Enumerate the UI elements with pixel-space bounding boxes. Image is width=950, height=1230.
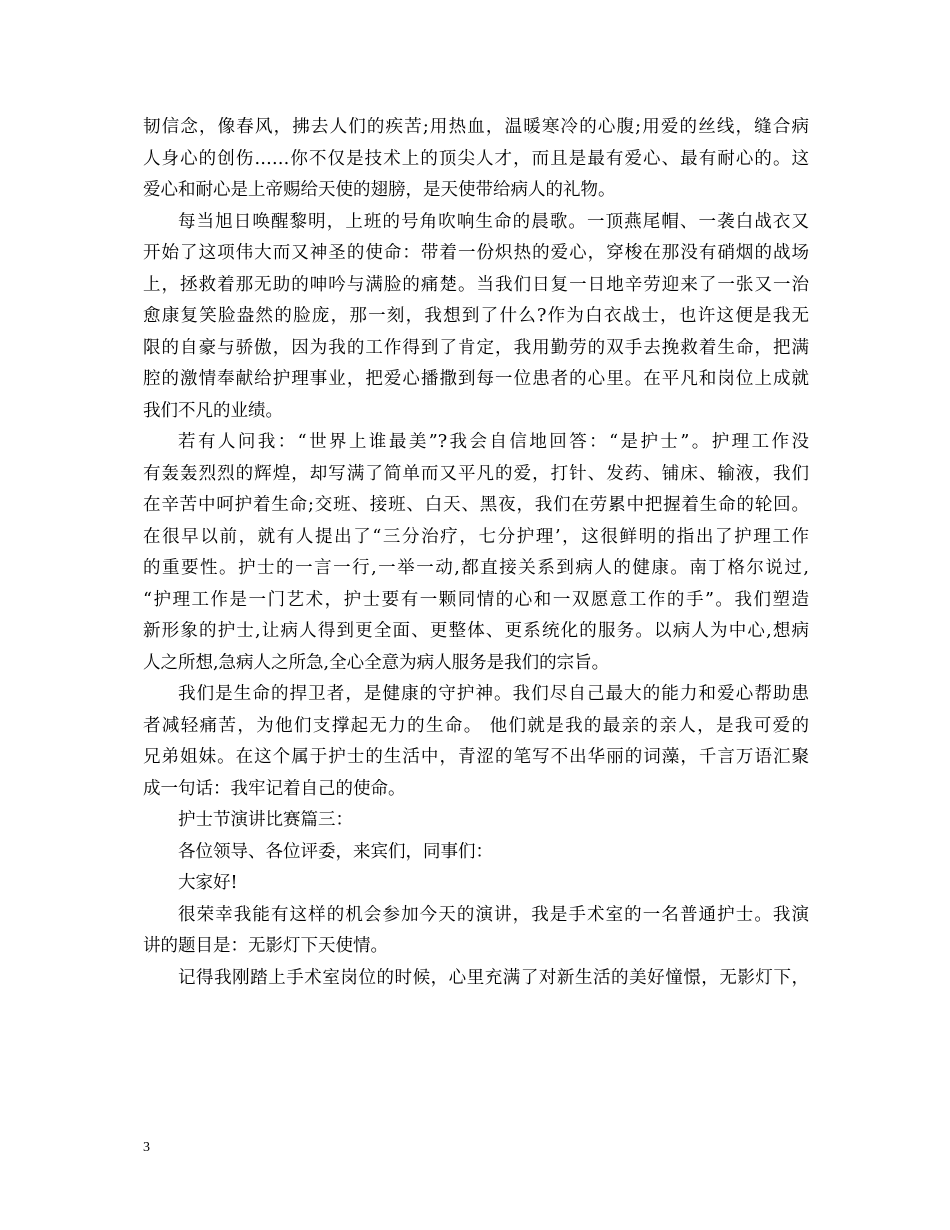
- text-line: 在辛苦中呵护着生命;交班、接班、白天、黑夜，我们在劳累中把握着生命的轮回。: [143, 495, 809, 515]
- text-line: 爱心和耐心是上帝赐给天使的翅膀，是天使带给病人的礼物。: [143, 180, 616, 200]
- text-line: 成一句话：我牢记着自己的使命。: [143, 778, 406, 799]
- text-line: 开始了这项伟大而又神圣的使命：带着一份炽热的爱心，穿梭在那没有硝烟的战场: [143, 243, 809, 263]
- text-line: 上，拯救着那无助的呻吟与满脸的痛楚。当我们日复一日地辛劳迎来了一张又一治: [143, 274, 809, 295]
- paragraph: [143, 207, 809, 428]
- text-line: 各位领导、各位评委，来宾们，同事们：: [178, 841, 493, 862]
- paragraph: [143, 805, 809, 837]
- paragraph: [143, 679, 809, 805]
- text-line: 每当旭日唤醒黎明，上班的号角吹响生命的晨歌。一顶燕尾帽、一袭白战衣又: [178, 211, 809, 232]
- text-line: 我们不凡的业绩。: [143, 400, 283, 421]
- text-line: 腔的激情奉献给护理事业，把爱心播撒到每一位患者的心里。在平凡和岗位上成就: [143, 369, 809, 389]
- text-line: 韧信念，像春风，拂去人们的疾苦;用热血，温暖寒冷的心腹;用爱的丝线，缝合病: [143, 117, 809, 137]
- paragraph: [143, 900, 809, 963]
- text-line: 护士节演讲比赛篇三：: [178, 810, 353, 830]
- paragraph: [143, 963, 809, 995]
- text-line: 在很早以前，就有人提出了“三分治疗，七分护理’，这很鲜明的指出了护理工作: [143, 526, 809, 547]
- text-line: 人身心的创伤……你不仅是技术上的顶尖人才，而且是最有爱心、最有耐心的。这: [143, 148, 809, 169]
- text-line: 愈康复笑脸盎然的脸庞，那一刻，我想到了什么?作为白衣战士，也许这便是我无: [143, 306, 809, 326]
- text-line: “护理工作是一门艺术，护士要有一颗同情的心和一双愿意工作的手”。我们塑造: [143, 589, 809, 610]
- text-line: 者减轻痛苦，为他们支撑起无力的生命。 他们就是我的最亲的亲人，是我可爱的: [143, 715, 809, 736]
- paragraph: [143, 427, 809, 679]
- paragraph: [143, 837, 809, 869]
- document-body: [143, 112, 809, 994]
- text-line: 限的自豪与骄傲，因为我的工作得到了肯定，我用勤劳的双手去挽救着生命，把满: [143, 337, 809, 358]
- text-line: 讲的题目是：无影灯下天使情。: [143, 936, 388, 956]
- text-line: 大家好!: [178, 873, 238, 893]
- paragraph: [143, 868, 809, 900]
- text-line: 很荣幸我能有这样的机会参加今天的演讲，我是手术室的一名普通护士。我演: [178, 904, 809, 925]
- text-line: 兄弟姐妹。在这个属于护士的生活中，青涩的笔写不出华丽的词藻，千言万语汇聚: [143, 747, 809, 767]
- text-line: 我们是生命的捍卫者，是健康的守护神。我们尽自己最大的能力和爱心帮助患: [178, 684, 809, 704]
- paragraph: [143, 112, 809, 207]
- text-line: 若有人问我：“世界上谁最美”?我会自信地回答：“是护士”。护理工作没: [178, 432, 809, 452]
- page-number: 3: [143, 1140, 150, 1155]
- text-line: 新形象的护士,让病人得到更全面、更整体、更系统化的服务。以病人为中心,想病: [143, 621, 809, 641]
- text-line: 记得我刚踏上手术室岗位的时候，心里充满了对新生活的美好憧憬，无影灯下，: [178, 967, 809, 988]
- text-line: 人之所想,急病人之所急,全心全意为病人服务是我们的宗旨。: [143, 652, 610, 673]
- text-line: 有轰轰烈烈的辉煌，却写满了简单而又平凡的爱，打针、发药、铺床、输液，我们: [143, 463, 809, 484]
- text-line: 的重要性。护士的一言一行,一举一动,都直接关系到病人的健康。南丁格尔说过,: [143, 558, 809, 578]
